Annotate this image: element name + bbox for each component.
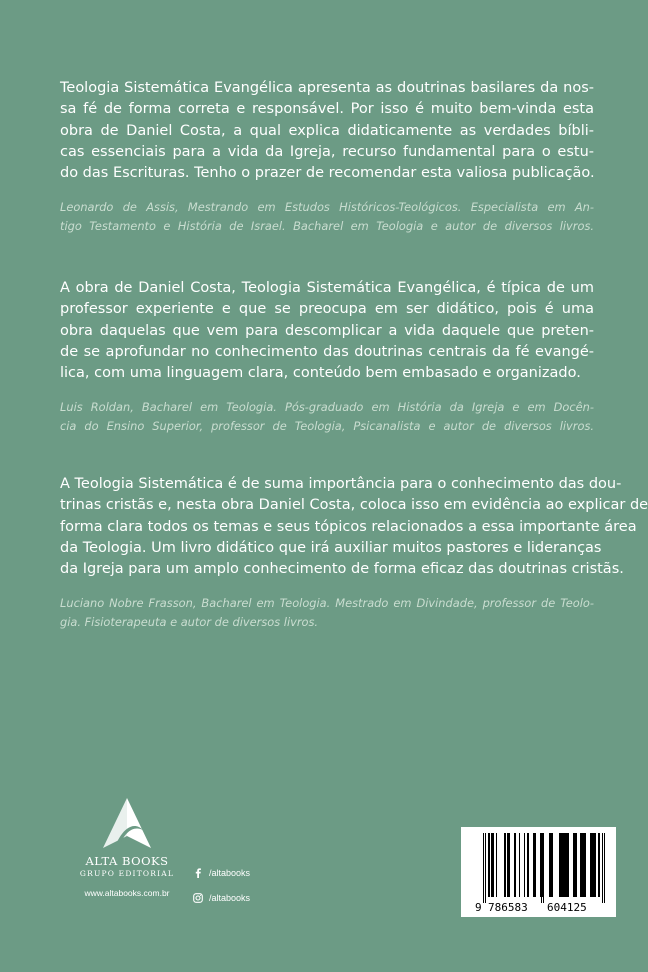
endorsement-attribution <box>60 198 594 235</box>
barcode-bar <box>585 833 586 897</box>
barcode-bar <box>533 833 536 897</box>
barcode-bar <box>563 833 566 897</box>
barcode-bar <box>560 833 563 897</box>
text-line: da Teologia. Um livro didático que irá auxiliar muitos pastores e lideranças <box>60 539 602 556</box>
barcode-digits-left: 786583 <box>488 901 528 914</box>
barcode-guard-bar <box>604 833 605 903</box>
barcode-guard-bar <box>602 833 603 903</box>
social-links <box>193 865 250 915</box>
barcode-bar <box>590 833 593 897</box>
barcode-graphic <box>461 827 616 917</box>
barcode-bar <box>507 833 510 897</box>
text-line: obra daquelas que vem para descomplicar a vida daquele que preten- <box>60 322 594 339</box>
barcode-bar <box>576 833 577 897</box>
endorsement-text <box>60 78 594 184</box>
barcode-bar <box>514 833 516 897</box>
barcode-bar <box>549 833 551 897</box>
publisher-website: www.altabooks.com.br <box>84 888 170 898</box>
endorsement-3 <box>60 474 648 631</box>
barcode-bar <box>580 833 581 897</box>
endorsement-2 <box>60 278 594 435</box>
text-line: Teologia Sistemática Evangélica apresenta as doutrinas basilares da nos- <box>60 80 594 96</box>
barcode-bar <box>519 833 520 897</box>
barcode-guard-bar <box>543 833 544 903</box>
endorsement-attribution <box>60 398 594 435</box>
barcode-bar <box>528 833 529 897</box>
publisher-name: ALTA BOOKS <box>85 854 169 868</box>
attribution-line: tigo Testamento e História de Israel. Bacharel em Teologia e autor de diversos livros. <box>60 218 594 233</box>
attribution-line: Luis Roldan, Bacharel em Teologia. Pós-graduado em História da Igreja e em Docên- <box>60 400 594 415</box>
text-line: A obra de Daniel Costa, Teologia Sistemática Evangélica, é típica de um <box>60 280 594 296</box>
text-line: professor experiente e que se preocupa em ser didático, pois é uma <box>60 301 594 318</box>
text-line: da Igreja para um amplo conhecimento de forma eficaz das doutrinas cristãs. <box>60 561 624 578</box>
barcode-bar <box>551 833 553 897</box>
barcode-bar <box>581 833 583 897</box>
text-line: cas essenciais para a vida da Igreja, recurso fundamental para o estu- <box>60 143 594 160</box>
barcode-digit-first: 9 <box>475 901 482 914</box>
publisher-logo <box>72 796 182 898</box>
barcode-bar <box>524 833 525 897</box>
barcode-bar <box>598 833 600 897</box>
instagram-handle: /altabooks <box>209 892 251 903</box>
text-line: sa fé de forma correta e responsável. Por isso é muito bem-vinda esta <box>60 101 594 118</box>
facebook-link[interactable] <box>193 865 250 880</box>
endorsement-text <box>60 474 648 580</box>
facebook-icon <box>193 868 203 878</box>
isbn-barcode <box>461 827 616 917</box>
attribution-line: cia do Ensino Superior, professor de Teologia, Psicanalista e autor de diversos livros. <box>60 418 594 433</box>
endorsement-text <box>60 278 594 384</box>
barcode-bar <box>491 833 493 897</box>
instagram-icon <box>193 893 203 903</box>
barcode-guard-bar <box>541 833 542 903</box>
endorsement-attribution <box>60 594 594 631</box>
barcode-bar <box>573 833 576 897</box>
text-line: do das Escrituras. Tenho o prazer de recomendar esta valiosa publicação. <box>60 165 595 182</box>
instagram-link[interactable] <box>193 890 250 905</box>
barcode-bar <box>488 833 490 897</box>
text-line: trinas cristãs e, nesta obra Daniel Costa, coloca isso em evidência ao explicar de <box>60 497 648 514</box>
sail-triangle-icon <box>99 796 155 852</box>
text-line: A Teologia Sistemática é de suma importância para o conhecimento das dou- <box>60 476 622 492</box>
text-line: lica, com uma linguagem clara, conteúdo bem embasado e organizado. <box>60 365 581 382</box>
barcode-bar <box>559 833 560 897</box>
text-line: de se aprofundar no conhecimento das doutrinas centrais da fé evangé- <box>60 343 594 360</box>
barcode-bar <box>504 833 506 897</box>
barcode-guard-bar <box>483 833 484 903</box>
barcode-bar <box>527 833 528 897</box>
text-line: forma clara todos os temas e seus tópicos relacionados a essa importante área <box>60 518 637 535</box>
barcode-bar <box>566 833 569 897</box>
barcode-bar <box>595 833 596 897</box>
attribution-line: Luciano Nobre Frasson, Bacharel em Teologia. Mestrado em Divindade, professor de Teolo- <box>60 596 594 611</box>
barcode-digits-right: 604125 <box>547 901 587 914</box>
text-line: obra de Daniel Costa, a qual explica didaticamente as verdades bíbli- <box>60 122 594 139</box>
barcode-bar <box>583 833 585 897</box>
publisher-subtitle: GRUPO EDITORIAL <box>79 869 175 878</box>
attribution-line: gia. Fisioterapeuta e autor de diversos livros. <box>60 614 319 629</box>
barcode-bar <box>496 833 497 897</box>
facebook-handle: /altabooks <box>209 867 251 878</box>
endorsement-1 <box>60 78 594 235</box>
barcode-bar <box>593 833 595 897</box>
barcode-guard-bar <box>485 833 486 903</box>
attribution-line: Leonardo de Assis, Mestrando em Estudos Históricos-Teológicos. Especialista em An- <box>60 200 594 215</box>
barcode-bar <box>493 833 494 897</box>
